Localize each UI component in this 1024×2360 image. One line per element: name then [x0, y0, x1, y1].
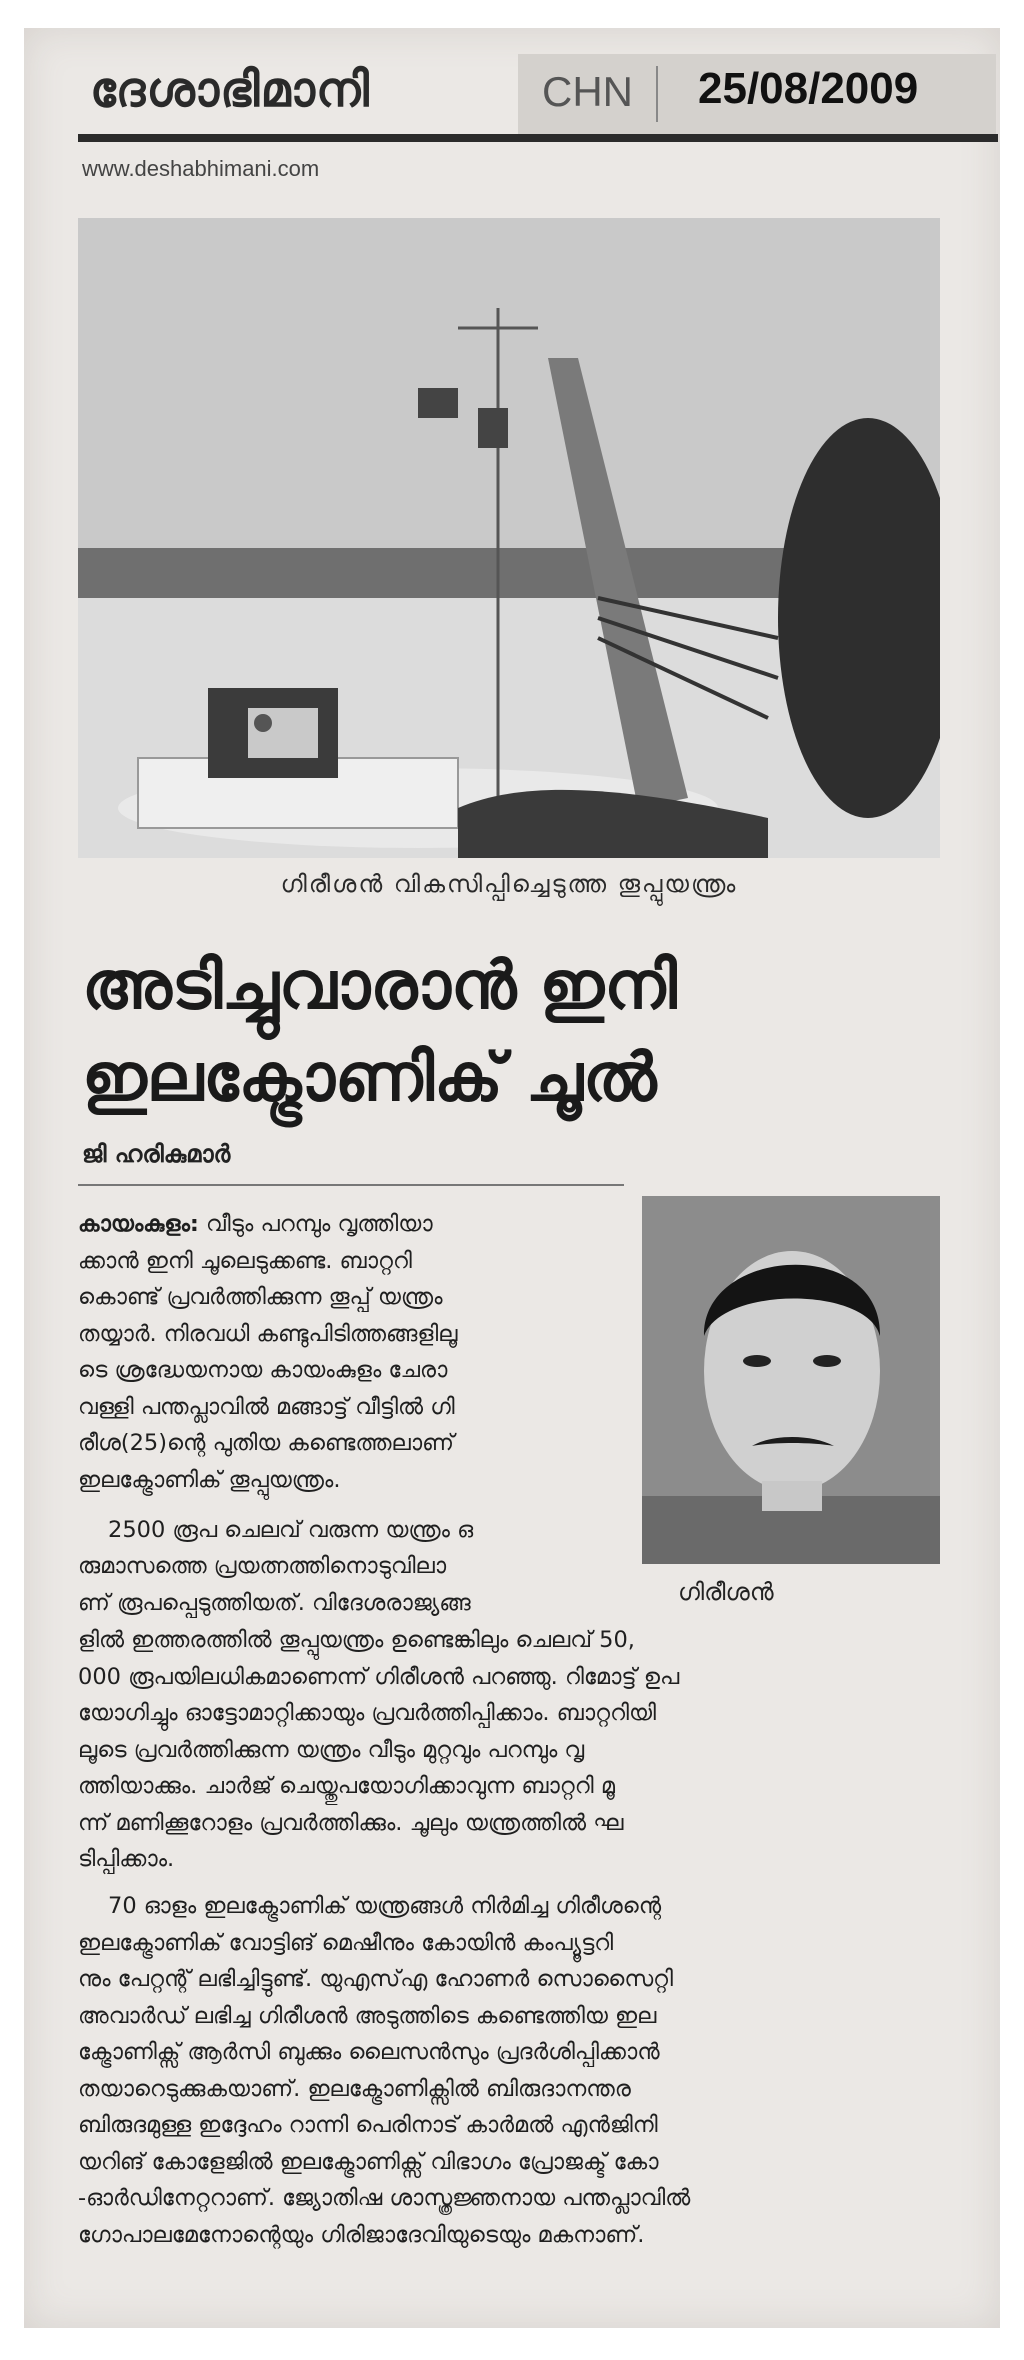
headline-line-2: ഇലക്ട്രോണിക് ചൂൽ: [82, 1039, 657, 1116]
text-line: ഇലക്ട്രോണിക് തൂപ്പുയന്ത്രം.: [78, 1466, 341, 1493]
paragraph-2-mid: [78, 1548, 628, 1621]
text-line: ക്ട്രോണിക്സ് ആർസി ബുക്കും ലൈസൻസും പ്രദർശിപ്പിക്കാൻ: [78, 2039, 660, 2065]
portrait-caption: ഗിരീശൻ: [678, 1578, 774, 1606]
text-line: നും പേറ്റന്റ് ലഭിച്ചിട്ടുണ്ട്. യുഎസ്എ ഹോണർ സൊസൈറ്റി: [78, 1966, 674, 1992]
text-line: തയ്യാർ. നിരവധി കണ്ടുപിടിത്തങ്ങളിലൂ: [78, 1320, 458, 1347]
text-line: യറിങ് കോളേജിൽ ഇലക്ട്രോണിക്സ് വിഭാഗം പ്രോജക്ട് കോ: [78, 2148, 659, 2175]
text-line: ടെ ശ്രദ്ധേയനായ കായംകുളം ചേരാ: [78, 1357, 448, 1383]
dateline: കായംകുളം:: [78, 1211, 199, 1237]
text-line: 70 ഓളം ഇലക്ട്രോണിക് യന്ത്രങ്ങൾ നിർമിച്ച ഗിരീശന്റെ: [108, 1893, 662, 1919]
text-line: ബിരുദമുള്ള ഇദ്ദേഹം റാന്നി പെരിനാട് കാർമൽ എൻജിനി: [78, 2112, 658, 2138]
byline: ജി ഹരികുമാർ: [82, 1140, 231, 1168]
headline: [82, 940, 942, 1124]
text-line: ക്കാൻ ഇനി ചൂലെടുക്കണ്ട. ബാറ്ററി: [78, 1247, 412, 1274]
machine-photo: [78, 218, 940, 858]
date-box: [518, 54, 996, 136]
paper-name: ദേശാഭിമാനി: [90, 62, 370, 118]
text-line: യോഗിച്ചും ഓട്ടോമാറ്റിക്കായും പ്രവർത്തിപ്പിക്കാം. ബാറ്ററിയി: [78, 1700, 656, 1726]
text-line: ഗോപാലമേനോന്റെയും ഗിരിജാദേവിയുടെയും മകനാണ്.: [78, 2221, 645, 2248]
photo-caption: ഗിരീശൻ വികസിപ്പിച്ചെടുത്ത തൂപ്പുയന്ത്രം: [280, 870, 738, 898]
masthead-rule: [78, 134, 998, 142]
text-line: വള്ളി പന്തപ്ലാവിൽ മങ്ങാട്ട് വീട്ടിൽ ഗി: [78, 1393, 455, 1420]
paragraph-2: [78, 1622, 940, 1878]
machine-photo-illustration: [78, 218, 940, 858]
text-line: 2500 രൂപ ചെലവ് വരുന്ന യന്ത്രം ഒ: [108, 1517, 474, 1543]
city-code: CHN: [542, 68, 633, 115]
text-line: ന്ന് മണിക്കൂറോളം പ്രവർത്തിക്കും. ചൂലും യന്ത്രത്തിൽ ഘ: [78, 1809, 624, 1836]
paragraph-2-top: [78, 1512, 628, 1549]
text-line: ണ് രൂപപ്പെടുത്തിയത്. വിദേശരാജ്യങ്ങ: [78, 1589, 471, 1616]
text-line: ഇലക്ട്രോണിക് വോട്ടിങ് മെഷീനും കോയിൻ കംപ്യൂട്ടറി: [78, 1929, 614, 1956]
portrait-photo: [642, 1196, 940, 1564]
text-line: ടിപ്പിക്കാം.: [78, 1846, 175, 1872]
website: www.deshabhimani.com: [82, 156, 320, 181]
text-line: ലൂടെ പ്രവർത്തിക്കുന്ന യന്ത്രം വീടും മുറ്റവും പറമ്പും വൃ: [78, 1736, 585, 1763]
paragraph-3: [78, 1888, 940, 2253]
text-line: -ഓർഡിനേറ്ററാണ്. ജ്യോതിഷ ശാസ്ത്രജ്ഞനായ പന്തപ്ലാവിൽ: [78, 2185, 691, 2211]
portrait-illustration: [642, 1196, 940, 1564]
headline-line-1: അടിച്ചുവാരാൻ ഇനി: [82, 947, 677, 1024]
paragraph-1: [78, 1206, 628, 1498]
text-line: 000 രൂപയിലധികമാണെന്ന് ഗിരീശൻ പറഞ്ഞു. റിമോട്ട് ഉപ: [78, 1663, 680, 1690]
byline-rule: [78, 1184, 624, 1186]
text-line: കായംകുളം: വീടും പറമ്പും വൃത്തിയാ: [78, 1211, 433, 1237]
text-line: രീശ(25)ന്റെ പുതിയ കണ്ടെത്തലാണ്: [78, 1430, 454, 1456]
city-separator: [656, 66, 658, 122]
text-line: കൊണ്ട് പ്രവർത്തിക്കുന്ന തൂപ്പ് യന്ത്രം: [78, 1284, 443, 1310]
text-line: തയാറെടുക്കുകയാണ്. ഇലക്ട്രോണിക്സിൽ ബിരുദാനന്തര: [78, 2075, 631, 2102]
text-line: ളിൽ ഇത്തരത്തിൽ തൂപ്പുയന്ത്രം ഉണ്ടെങ്കിലും ചെലവ് 50,: [78, 1627, 635, 1653]
text-line: രുമാസത്തെ പ്രയത്നത്തിനൊടുവിലാ: [78, 1553, 447, 1579]
masthead: [78, 52, 998, 142]
text-line: അവാർഡ് ലഭിച്ച ഗിരീശൻ അടുത്തിടെ കണ്ടെത്തിയ ഇല: [78, 2002, 657, 2029]
publication-date: 25/08/2009: [698, 64, 919, 113]
text-line: ത്തിയാക്കും. ചാർജ് ചെയ്തുപയോഗിക്കാവുന്ന ബാറ്ററി മൂ: [78, 1773, 615, 1799]
